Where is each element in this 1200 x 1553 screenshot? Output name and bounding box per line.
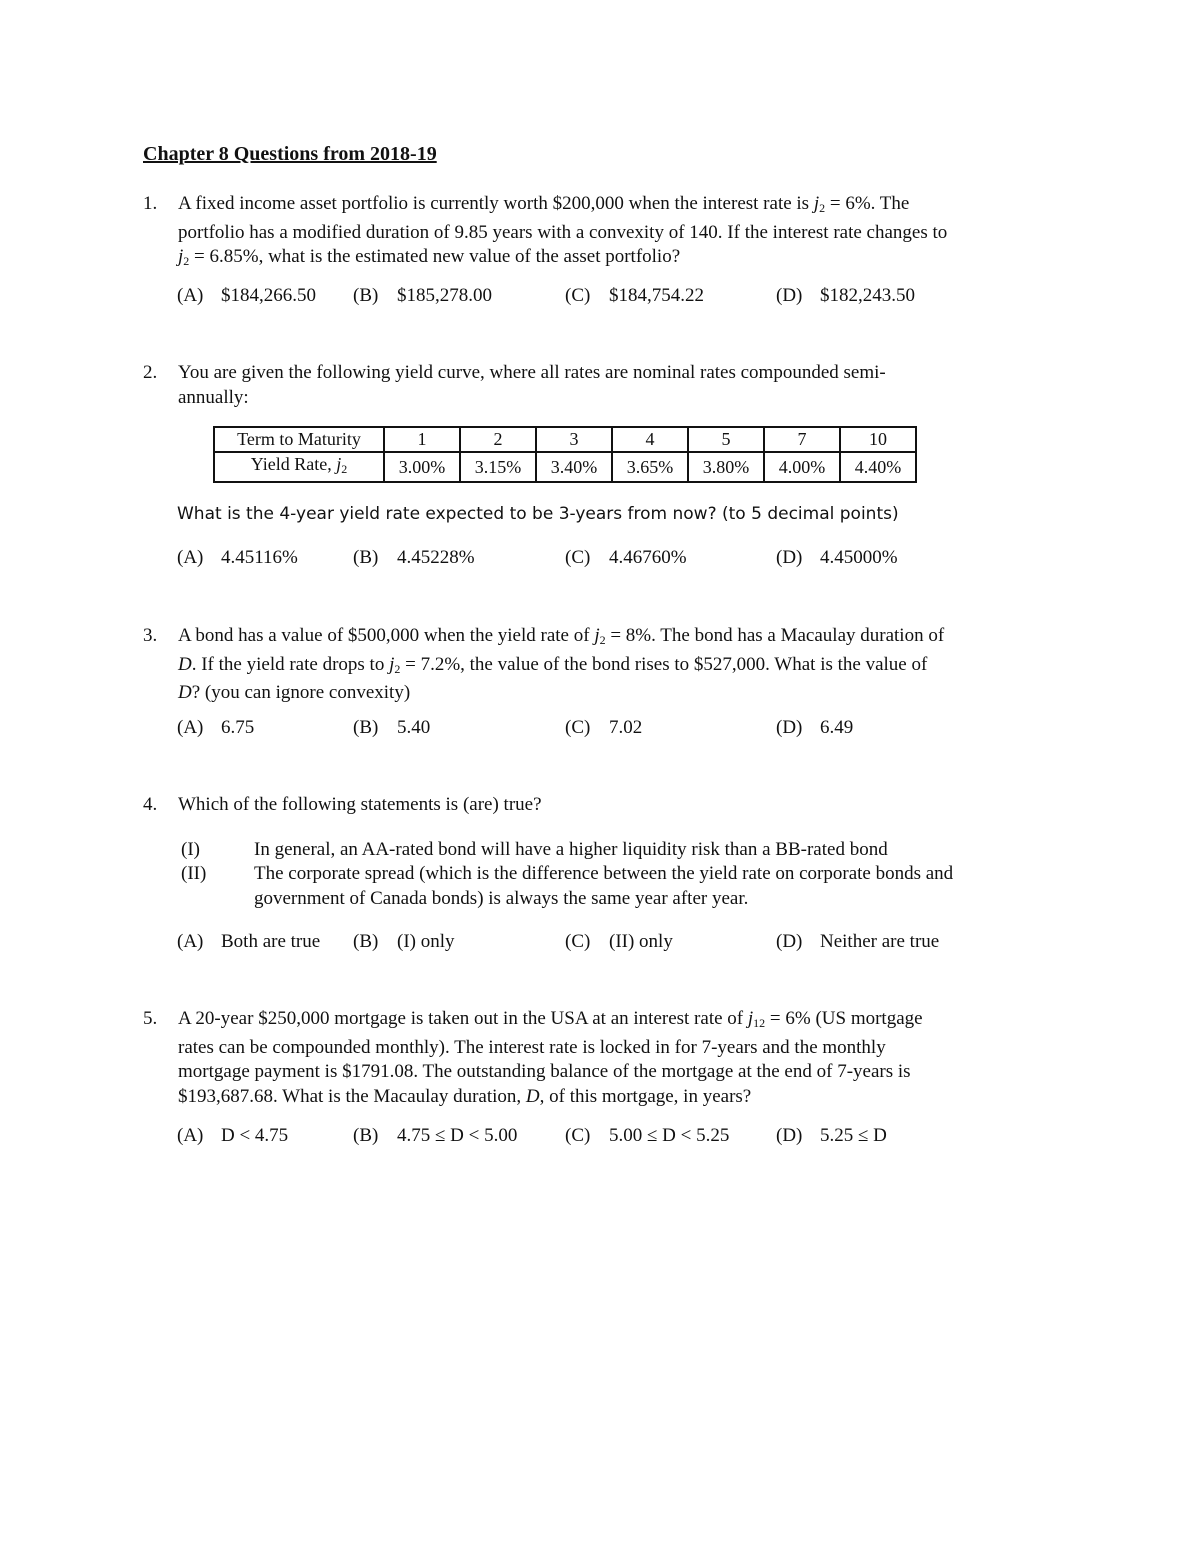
var-j: j bbox=[389, 653, 395, 675]
table-cell: 3.80% bbox=[688, 452, 764, 482]
var-j: j bbox=[813, 193, 820, 214]
table-cell: 4.40% bbox=[840, 452, 916, 482]
question-number: 1. bbox=[143, 193, 158, 214]
option-d: (D) 5.25 ≤ D bbox=[776, 1125, 887, 1146]
answer-options bbox=[177, 931, 977, 955]
question-text: ? (you can ignore convexity) bbox=[191, 682, 411, 703]
statement-text: In general, an AA-rated bond will have a higher liquidity risk than a BB-rated bond bbox=[254, 839, 888, 860]
option-d: (D) $182,243.50 bbox=[776, 285, 915, 306]
question-text: A bond has a value of $500,000 when the yield rate of bbox=[178, 625, 595, 646]
option-c: (C) $184,754.22 bbox=[565, 285, 704, 306]
question-text: $193,687.68. What is the Macaulay duration, bbox=[178, 1085, 526, 1107]
table-cell: 2 bbox=[460, 427, 536, 452]
var-j: j bbox=[747, 1008, 754, 1029]
question-text: , of this mortgage, in years? bbox=[539, 1085, 752, 1107]
option-a: (A) 4.45116% bbox=[177, 547, 298, 568]
statement-text: government of Canada bonds) is always the same year after year. bbox=[254, 887, 749, 909]
option-c: (C) 5.00 ≤ D < 5.25 bbox=[565, 1125, 730, 1146]
table-cell: 1 bbox=[384, 427, 460, 452]
question-text: You are given the following yield curve, where all rates are nominal rates compounded semi- bbox=[178, 362, 886, 383]
var-d: D bbox=[525, 1085, 540, 1107]
option-c: (C) (II) only bbox=[565, 931, 673, 952]
question-text: A 20-year $250,000 mortgage is taken out in the USA at an interest rate of bbox=[178, 1008, 748, 1029]
var-d: D bbox=[178, 682, 192, 703]
question-1 bbox=[143, 192, 1073, 274]
table-cell: 3 bbox=[536, 427, 612, 452]
statement-number: (I) bbox=[181, 839, 200, 860]
answer-options bbox=[177, 547, 977, 571]
question-text: = 8%. The bond has a Macaulay duration of bbox=[605, 625, 945, 646]
question-text: Which of the following statements is (are) true? bbox=[178, 794, 542, 815]
table-cell: 3.00% bbox=[384, 452, 460, 482]
option-b: (B) 5.40 bbox=[353, 717, 431, 738]
option-a: (A) Both are true bbox=[177, 931, 321, 952]
page-title: Chapter 8 Questions from 2018-19 bbox=[143, 143, 437, 165]
question-number: 2. bbox=[143, 362, 158, 383]
table-header-cell: Term to Maturity bbox=[214, 427, 384, 452]
answer-options bbox=[177, 717, 977, 741]
answer-options bbox=[177, 285, 977, 309]
question-text: annually: bbox=[178, 386, 249, 408]
question-text: portfolio has a modified duration of 9.85 years with a convexity of 140. If the interest rate changes to bbox=[178, 221, 948, 243]
question-text: = 6.85%, what is the estimated new value of the asset portfolio? bbox=[189, 246, 681, 267]
question-2 bbox=[143, 361, 1073, 410]
option-b: (B) 4.45228% bbox=[353, 547, 475, 568]
table-cell: 3.65% bbox=[612, 452, 688, 482]
var-j: j bbox=[594, 625, 600, 646]
table-cell: 5 bbox=[688, 427, 764, 452]
option-b: (B) $185,278.00 bbox=[353, 285, 492, 306]
option-b: (B) 4.75 ≤ D < 5.00 bbox=[353, 1125, 518, 1146]
option-b: (B) (I) only bbox=[353, 931, 455, 952]
option-c: (C) 4.46760% bbox=[565, 547, 687, 568]
option-d: (D) Neither are true bbox=[776, 931, 940, 952]
subscript: 2 bbox=[183, 254, 190, 268]
question-2-prompt: What is the 4-year yield rate expected to be 3-years from now? (to 5 decimal points) bbox=[177, 504, 899, 524]
question-text: = 6% (US mortgage bbox=[765, 1008, 923, 1029]
question-text: = 7.2%, the value of the bond rises to $527,000. What is the value of bbox=[400, 653, 928, 675]
question-number: 5. bbox=[143, 1008, 158, 1029]
question-text: = 6%. The bbox=[825, 193, 910, 214]
option-a: (A) $184,266.50 bbox=[177, 285, 316, 306]
question-number: 3. bbox=[143, 625, 158, 646]
subscript: 12 bbox=[753, 1016, 766, 1030]
subscript: 2 bbox=[599, 633, 606, 647]
answer-options bbox=[177, 1125, 977, 1149]
question-text: . If the yield rate drops to bbox=[191, 653, 390, 675]
table-row bbox=[214, 452, 916, 482]
option-a: (A) D < 4.75 bbox=[177, 1125, 289, 1146]
var-j: j bbox=[178, 246, 184, 267]
table-cell: 3.15% bbox=[460, 452, 536, 482]
question-4 bbox=[143, 793, 1073, 818]
table-header-cell: Yield Rate, $j_2$ bbox=[214, 452, 384, 482]
question-text: A fixed income asset portfolio is currently worth $200,000 when the interest rate is bbox=[178, 193, 814, 214]
statement-1 bbox=[181, 838, 1061, 863]
var-d: D bbox=[178, 653, 192, 675]
yield-curve-table bbox=[213, 426, 917, 483]
question-text: rates can be compounded monthly). The interest rate is locked in for 7-years and the monthly bbox=[178, 1036, 886, 1058]
question-number: 4. bbox=[143, 794, 158, 815]
option-a: (A) 6.75 bbox=[177, 717, 255, 738]
table-row bbox=[214, 427, 916, 452]
question-3 bbox=[143, 624, 1073, 706]
table-cell: 3.40% bbox=[536, 452, 612, 482]
option-c: (C) 7.02 bbox=[565, 717, 643, 738]
table-cell: 7 bbox=[764, 427, 840, 452]
table-cell: 4.00% bbox=[764, 452, 840, 482]
option-d: (D) 6.49 bbox=[776, 717, 854, 738]
statement-number: (II) bbox=[181, 863, 207, 884]
option-d: (D) 4.45000% bbox=[776, 547, 898, 568]
table-cell: 10 bbox=[840, 427, 916, 452]
question-5 bbox=[143, 1007, 1073, 1109]
question-text: mortgage payment is $1791.08. The outstanding balance of the mortgage at the end of 7-years is bbox=[178, 1061, 911, 1082]
table-cell: 4 bbox=[612, 427, 688, 452]
statement-2 bbox=[181, 862, 1061, 911]
subscript: 2 bbox=[819, 201, 826, 215]
statement-text: The corporate spread (which is the difference between the yield rate on corporate bonds and bbox=[254, 863, 954, 884]
subscript: 2 bbox=[394, 661, 401, 676]
